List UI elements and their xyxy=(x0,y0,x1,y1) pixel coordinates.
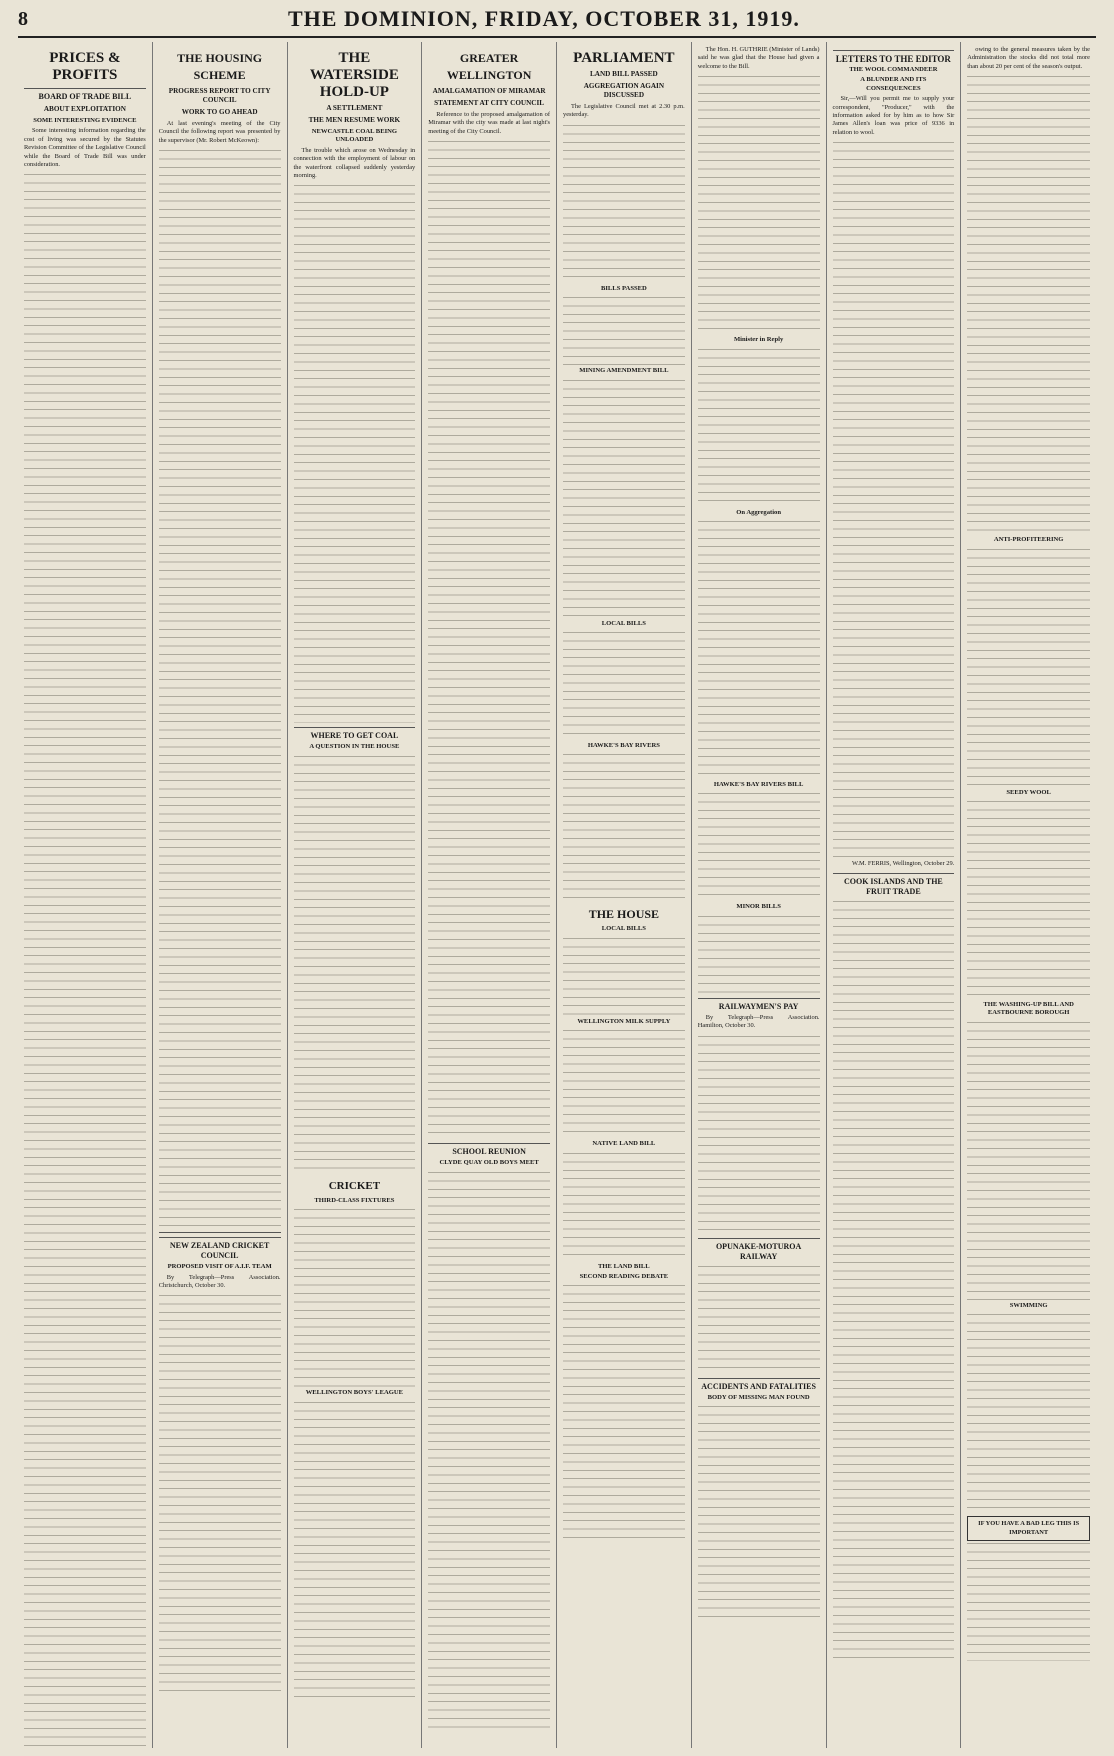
body-text-block xyxy=(967,1020,1090,1300)
article-subheading: CLYDE QUAY OLD BOYS MEET xyxy=(439,1159,539,1167)
lead-paragraph: The trouble which arose on Wednesday in connection with the employment of labour on the waterfront collapsed suddenly yesterday morning. xyxy=(293,146,416,180)
article-heading: WHERE TO GET COAL xyxy=(294,727,416,741)
body-text-block xyxy=(428,1170,550,1730)
body-text-block xyxy=(833,899,955,1659)
article-heading: LETTERS TO THE EDITOR xyxy=(833,50,955,64)
article-heading: RAILWAYMEN'S PAY xyxy=(698,998,820,1012)
body-text-block xyxy=(294,754,416,1174)
body-text-block xyxy=(563,123,685,283)
article-subheading: LAND BILL PASSED xyxy=(589,70,658,78)
body-text-block xyxy=(294,1400,416,1700)
body-text-block xyxy=(294,1207,416,1387)
column-4 xyxy=(422,42,557,1748)
body-text-block xyxy=(563,1028,685,1138)
body-text-block xyxy=(294,183,416,723)
article-heading: ACCIDENTS AND FATALITIES xyxy=(698,1378,820,1392)
article-subheading: ABOUT EXPLOITATION xyxy=(43,105,126,113)
article-heading: PARLIAMENT xyxy=(573,50,675,66)
article-body xyxy=(159,120,281,145)
lead-paragraph: The Legislative Council met at 2.30 p.m. yesterday. xyxy=(563,103,685,119)
section-heading: WELLINGTON MILK SUPPLY xyxy=(577,1017,671,1025)
column-3 xyxy=(288,42,423,1748)
section-heading: Minister in Reply xyxy=(733,336,784,344)
body-text-block xyxy=(563,630,685,740)
lead-paragraph: Some interesting information regarding the cost of living was secured by the Statutes Revision Committee of the Legislative Council while the Board of Trade Bill was under consideration. xyxy=(24,127,146,169)
article-heading: OPUNAKE-MOTUROA RAILWAY xyxy=(698,1238,820,1262)
body-text-block xyxy=(159,1293,281,1693)
article-subheading: AGGREGATION AGAIN DISCUSSED xyxy=(583,82,665,99)
section-heading: SECOND READING DEBATE xyxy=(579,1273,669,1281)
article-heading: THE HOUSING SCHEME xyxy=(177,51,263,82)
article-heading: GREATER WELLINGTON xyxy=(446,51,532,82)
section-heading: MINING AMENDMENT BILL xyxy=(579,367,669,375)
section-heading: LOCAL BILLS xyxy=(601,925,646,933)
section-heading: SWIMMING xyxy=(1009,1301,1048,1309)
lead-paragraph: Sir,—Will you permit me to supply your correspondent, "Producer," with the information asked for by him as to how Sir James Allen's loan was price of 9336 in relation to wool. xyxy=(832,95,955,136)
section-heading: MINOR BILLS xyxy=(736,903,781,911)
body-text-block xyxy=(967,74,1090,534)
body-text-block xyxy=(563,936,685,1016)
article-subheading: BOARD OF TRADE BILL xyxy=(24,88,146,102)
article-subheading: A BLUNDER AND ITS CONSEQUENCES xyxy=(860,76,927,92)
article-heading: THE HOUSE xyxy=(588,907,660,922)
body-text-block xyxy=(967,547,1090,787)
body-text-block xyxy=(698,74,820,334)
section-heading: BILLS PASSED xyxy=(600,284,647,292)
section-heading: THE LAND BILL xyxy=(598,1262,650,1270)
body-text-block xyxy=(833,140,955,860)
body-text-block xyxy=(698,914,820,994)
article-heading: THE WATERSIDE HOLD-UP xyxy=(309,50,399,100)
column-7 xyxy=(827,42,962,1748)
body-text-block xyxy=(698,1034,820,1234)
column-5 xyxy=(557,42,692,1748)
body-text-block xyxy=(698,791,820,901)
article-heading: PRICES & PROFITS xyxy=(49,50,121,83)
article-body xyxy=(24,127,146,169)
article-subheading: SOME INTERESTING EVIDENCE xyxy=(33,117,137,124)
body-text-block xyxy=(967,1312,1090,1512)
newspaper-title: THE DOMINION, FRIDAY, OCTOBER 31, 1919. xyxy=(288,6,800,31)
body-text-block xyxy=(967,1541,1090,1661)
section-heading: LOCAL BILLS xyxy=(601,619,646,627)
body-text-block xyxy=(698,519,820,779)
article-subheading: BODY OF MISSING MAN FOUND xyxy=(707,1393,810,1401)
article-heading: NEW ZEALAND CRICKET COUNCIL xyxy=(159,1237,281,1261)
article-subheading: THE WOOL COMMANDEER xyxy=(849,66,938,73)
page-number: 8 xyxy=(18,8,28,30)
column-1 xyxy=(18,42,153,1748)
column-2 xyxy=(153,42,288,1748)
body-text-block xyxy=(159,148,281,1228)
advertisement: IF YOU HAVE A BAD LEG THIS IS IMPORTANT xyxy=(967,1516,1090,1541)
body-text-block xyxy=(428,139,550,1139)
section-heading: HAWKE'S BAY RIVERS BILL xyxy=(713,781,804,789)
body-text-block xyxy=(563,752,685,902)
article-subheading: THE MEN RESUME WORK xyxy=(308,116,401,124)
body-text-block xyxy=(563,378,685,618)
body-text-block xyxy=(698,1404,820,1624)
column-8 xyxy=(961,42,1096,1748)
article-subheading: A QUESTION IN THE HOUSE xyxy=(309,743,400,751)
section-heading: On Aggregation xyxy=(736,508,781,516)
section-heading: SEEDY WOOL xyxy=(1006,788,1051,796)
article-subheading: THIRD-CLASS FIXTURES xyxy=(314,1196,395,1204)
body-text-block xyxy=(563,1151,685,1261)
lead-paragraph: At last evening's meeting of the City Council the following report was presented by the supervisor (Mr. Robert McKeown): xyxy=(158,120,281,144)
body-text-block xyxy=(563,295,685,365)
article-subheading: PROGRESS REPORT TO CITY COUNCIL xyxy=(168,87,271,104)
article-subheading: NEWCASTLE COAL BEING UNLOADED xyxy=(311,128,398,144)
lead-paragraph: owing to the general measures taken by the Administration the stocks did not total more than about 20 per cent of the season's output. xyxy=(967,46,1090,70)
dateline: By Telegraph—Press Association. Hamilton, October 30. xyxy=(697,1013,820,1030)
body-text-block xyxy=(563,1283,685,1543)
body-text-block xyxy=(698,347,820,507)
body-text-block xyxy=(698,1264,820,1374)
article-heading: COOK ISLANDS AND THE FRUIT TRADE xyxy=(833,873,955,897)
masthead xyxy=(18,6,1096,38)
section-heading: THE WASHING-UP BILL AND EASTBOURNE BOROUGH xyxy=(983,1001,1074,1017)
article-subheading: WORK TO GO AHEAD xyxy=(181,108,258,116)
article-heading: SCHOOL REUNION xyxy=(428,1143,550,1157)
lead-paragraph: The Hon. H. GUTHRIE (Minister of Lands) said he was glad that the House had given a welcome to the Bill. xyxy=(697,46,820,70)
article-subheading: AMALGAMATION OF MIRAMAR xyxy=(432,87,546,95)
letter-signature: W.M. FERRIS, Wellington, October 29. xyxy=(851,860,955,868)
article-heading: CRICKET xyxy=(328,1179,381,1192)
columns xyxy=(18,42,1096,1748)
article-subheading: STATEMENT AT CITY COUNCIL xyxy=(434,99,545,107)
article-subheading: WELLINGTON BOYS' LEAGUE xyxy=(305,1389,404,1397)
section-heading: HAWKE'S BAY RIVERS xyxy=(587,742,660,750)
section-heading: ANTI-PROFITEERING xyxy=(993,536,1064,544)
dateline: By Telegraph—Press Association. Christchurch, October 30. xyxy=(158,1273,281,1290)
article-subheading: A SETTLEMENT xyxy=(326,104,383,112)
lead-paragraph: Reference to the proposed amalgamation of Miramar with the city was made at last night's meeting of the City Council. xyxy=(428,111,550,135)
column-6 xyxy=(692,42,827,1748)
body-text-block xyxy=(967,799,1090,999)
section-heading: NATIVE LAND BILL xyxy=(592,1140,656,1148)
article-subheading: PROPOSED VISIT OF A.I.F. TEAM xyxy=(167,1263,272,1271)
body-text-block xyxy=(24,172,146,1748)
